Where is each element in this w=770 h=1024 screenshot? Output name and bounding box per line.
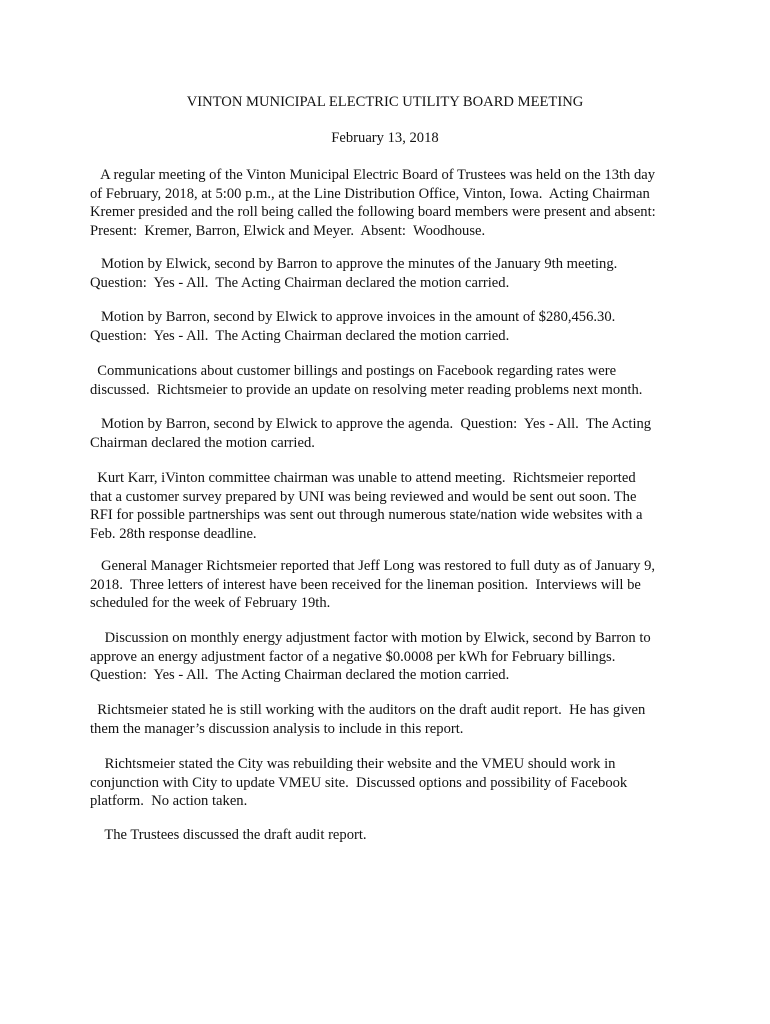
paragraph-general-manager-report	[90, 557, 690, 613]
text-line: A regular meeting of the Vinton Municipal Electric Board of Trustees was held on the 13th day	[90, 167, 656, 183]
paragraph-website	[90, 755, 690, 811]
text-line: approve an energy adjustment factor of a negative $0.0008 per kWh for February billings.	[90, 648, 616, 665]
paragraph-agenda-motion	[90, 415, 690, 452]
paragraph-draft-audit	[90, 826, 690, 845]
paragraph-invoices-motion	[90, 308, 690, 345]
paragraph-energy-adjustment	[90, 629, 690, 685]
text-line: Motion by Elwick, second by Barron to approve the minutes of the January 9th meeting.	[90, 256, 618, 272]
text-line: Motion by Barron, second by Elwick to approve invoices in the amount of $280,456.30.	[90, 309, 616, 325]
document-title: VINTON MUNICIPAL ELECTRIC UTILITY BOARD MEETING	[186, 94, 584, 110]
meeting-date: February 13, 2018	[331, 130, 439, 146]
text-line: General Manager Richtsmeier reported that Jeff Long was restored to full duty as of January 9,	[90, 558, 656, 574]
text-line: Kurt Karr, iVinton committee chairman was unable to attend meeting. Richtsmeier reported	[90, 470, 636, 486]
text-line: of February, 2018, at 5:00 p.m., at the Line Distribution Office, Vinton, Iowa. Acting Chairman	[90, 185, 650, 202]
text-line: Motion by Barron, second by Elwick to approve the agenda. Question: Yes - All. The Acting	[90, 416, 652, 432]
text-line: scheduled for the week of February 19th.	[90, 595, 331, 612]
paragraph-minutes-motion	[90, 255, 690, 292]
text-line: Question: Yes - All. The Acting Chairman declared the motion carried.	[90, 327, 510, 344]
text-line: Chairman declared the motion carried.	[90, 434, 315, 451]
paragraph-communications	[90, 362, 690, 399]
text-line: RFI for possible partnerships was sent out through numerous state/nation wide websites with a	[90, 507, 643, 524]
paragraph-ivinton-report	[90, 469, 690, 543]
text-line: Communications about customer billings and postings on Facebook regarding rates were	[90, 363, 617, 379]
text-line: Kremer presided and the roll being called the following board members were present and absent:	[90, 204, 656, 221]
text-line: Present: Kremer, Barron, Elwick and Meyer. Absent: Woodhouse.	[90, 222, 486, 239]
text-line: Feb. 28th response deadline.	[90, 525, 257, 542]
text-line: discussed. Richtsmeier to provide an update on resolving meter reading problems next month.	[90, 381, 643, 398]
text-line: conjunction with City to update VMEU site. Discussed options and possibility of Facebook	[90, 774, 628, 791]
text-line: Discussion on monthly energy adjustment factor with motion by Elwick, second by Barron to	[90, 630, 651, 646]
text-line: platform. No action taken.	[90, 793, 248, 810]
text-line: Richtsmeier stated he is still working with the auditors on the draft audit report. He has given	[90, 702, 646, 718]
text-line: Question: Yes - All. The Acting Chairman declared the motion carried.	[90, 274, 510, 291]
text-line: The Trustees discussed the draft audit report.	[90, 827, 367, 843]
text-line: them the manager’s discussion analysis to include in this report.	[90, 720, 464, 737]
text-line: Question: Yes - All. The Acting Chairman declared the motion carried.	[90, 667, 510, 684]
paragraph-audit-status	[90, 701, 690, 738]
text-line: that a customer survey prepared by UNI was being reviewed and would be sent out soon. The	[90, 488, 637, 505]
text-line: Richtsmeier stated the City was rebuilding their website and the VMEU should work in	[90, 756, 616, 772]
paragraph-roll-call	[90, 166, 690, 240]
text-line: 2018. Three letters of interest have been received for the lineman position. Interviews will be	[90, 576, 641, 593]
